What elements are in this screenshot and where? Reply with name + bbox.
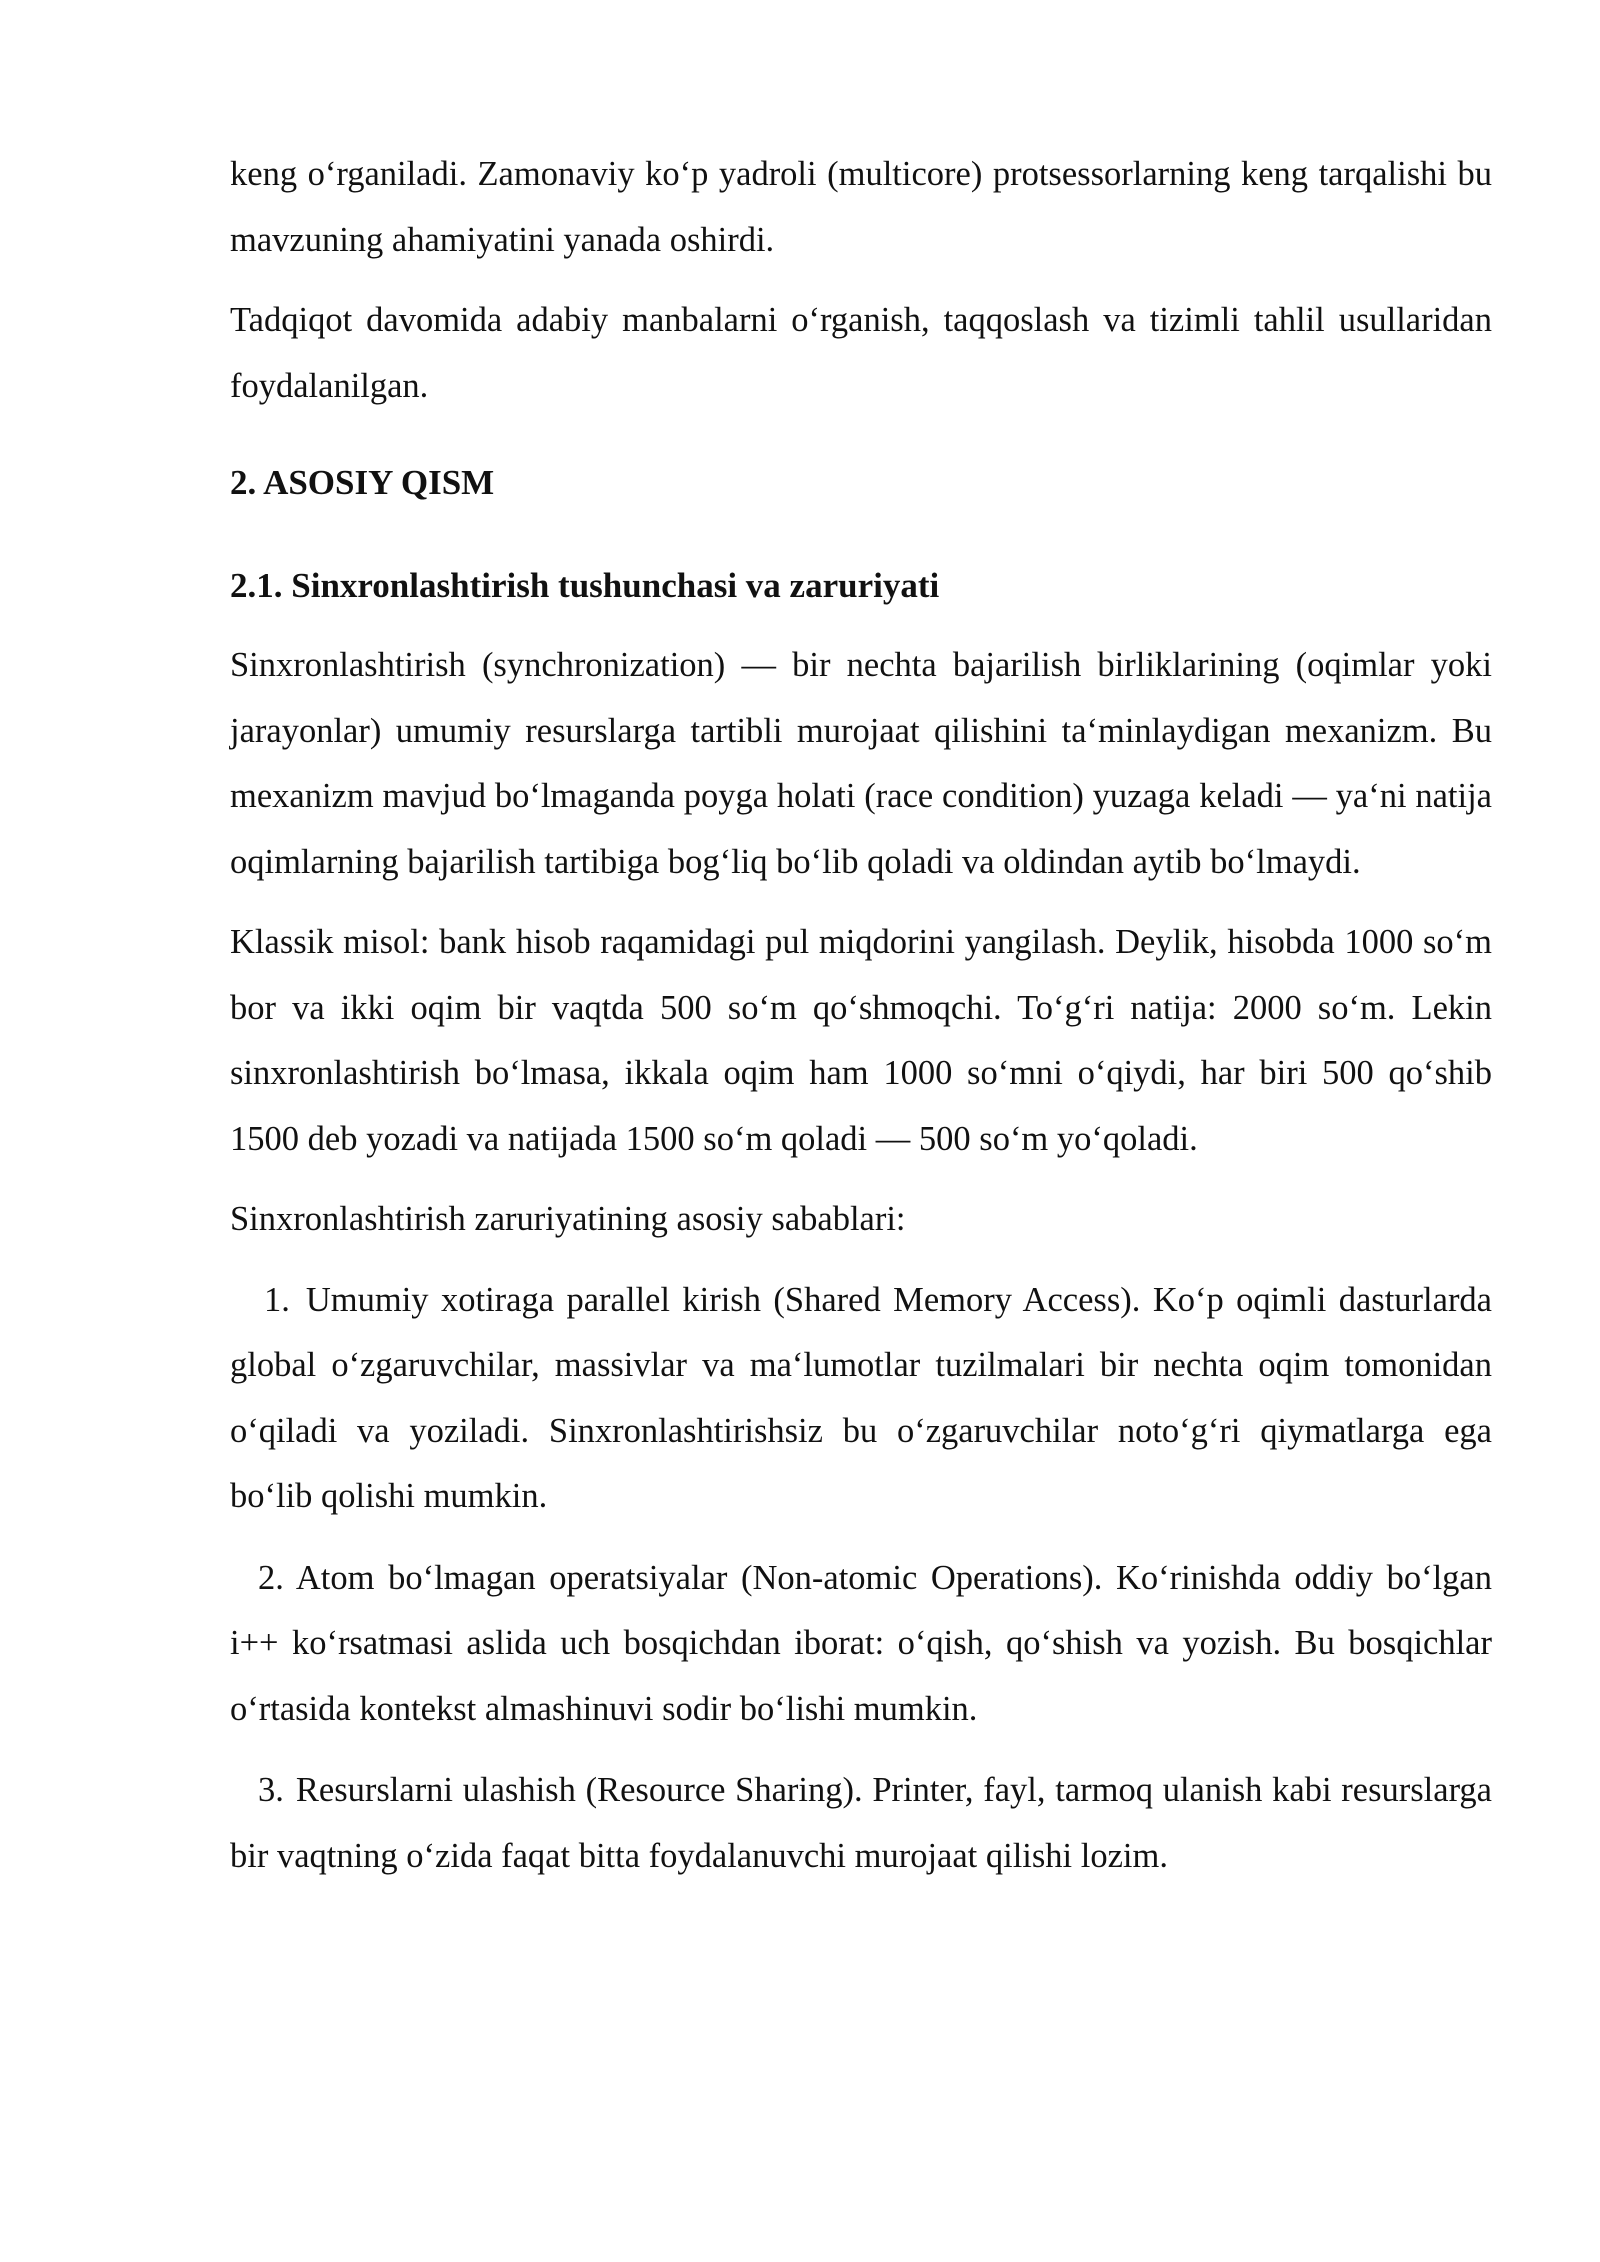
section-heading: 2. ASOSIY QISM bbox=[230, 463, 495, 502]
list-item bbox=[230, 1546, 1492, 1743]
intro-paragraph: keng o‘rganiladi. Zamonaviy ko‘p yadroli (multicore) protsessorlarning keng tarqalishi bu mavzuning ahamiyatini yanada oshirdi. bbox=[230, 155, 1492, 259]
subsection-heading: 2.1. Sinxronlashtirish tushunchasi va zaruriyati bbox=[230, 566, 940, 605]
list-item-text: Umumiy xotiraga parallel kirish (Shared Memory Access). Ko‘p oqimli dasturlarda global o‘zgaruvchilar, massivlar va ma‘lumotlar tuzilmalari bir nechta oqim tomonidan o‘qiladi va yoziladi. Sinxronlashtirishsiz bu o‘zgaruvchilar noto‘g‘ri qiymatlarga ega bo‘lib qolishi mumkin. bbox=[230, 1280, 1492, 1515]
reasons-intro-paragraph: Sinxronlashtirish zaruriyatining asosiy sabablari: bbox=[230, 1200, 906, 1238]
list-item bbox=[230, 1268, 1492, 1530]
page-content bbox=[230, 142, 1492, 1889]
definition-paragraph: Sinxronlashtirish (synchronization) — bir nechta bajarilish birliklarining (oqimlar yoki jarayonlar) umumiy resurslarga tartibli murojaat qilishini ta‘minlaydigan mexanizm. Bu mexanizm mavjud bo‘lmaganda poyga holati (race condition) yuzaga keladi — ya‘ni natija oqimlarning bajarilish tartibiga bog‘liq bo‘lib qoladi va oldindan aytib bo‘lmaydi. bbox=[230, 646, 1492, 881]
list-item-text: Resurslarni ulashish (Resource Sharing). Printer, fayl, tarmoq ulanish kabi resurslarga bir vaqtning o‘zida faqat bitta foydalanuvchi murojaat qilishi lozim. bbox=[230, 1771, 1492, 1875]
list-item-number: 1. bbox=[264, 1280, 290, 1319]
list-item bbox=[230, 1758, 1492, 1889]
methods-paragraph: Tadqiqot davomida adabiy manbalarni o‘rganish, taqqoslash va tizimli tahlil usullaridan foydalanilgan. bbox=[230, 301, 1492, 405]
list-item-number: 3. bbox=[258, 1771, 284, 1809]
list-item-number: 2. bbox=[258, 1558, 284, 1597]
list-item-text: Atom bo‘lmagan operatsiyalar (Non-atomic Operations). Ko‘rinishda oddiy bo‘lgan i++ ko‘rsatmasi aslida uch bosqichdan iborat: o‘qish, qo‘shish va yozish. Bu bosqichlar o‘rtasida kontekst almashinuvi sodir bo‘lishi mumkin. bbox=[230, 1558, 1492, 1728]
example-paragraph: Klassik misol: bank hisob raqamidagi pul miqdorini yangilash. Deylik, hisobda 1000 so‘m bor va ikki oqim bir vaqtda 500 so‘m qo‘shmoqchi. To‘g‘ri natija: 2000 so‘m. Lekin sinxronlashtirish bo‘lmasa, ikkala oqim ham 1000 so‘mni o‘qiydi, har biri 500 qo‘shib 1500 deb yozadi va natijada 1500 so‘m qoladi — 500 so‘m yo‘qoladi. bbox=[230, 923, 1492, 1158]
